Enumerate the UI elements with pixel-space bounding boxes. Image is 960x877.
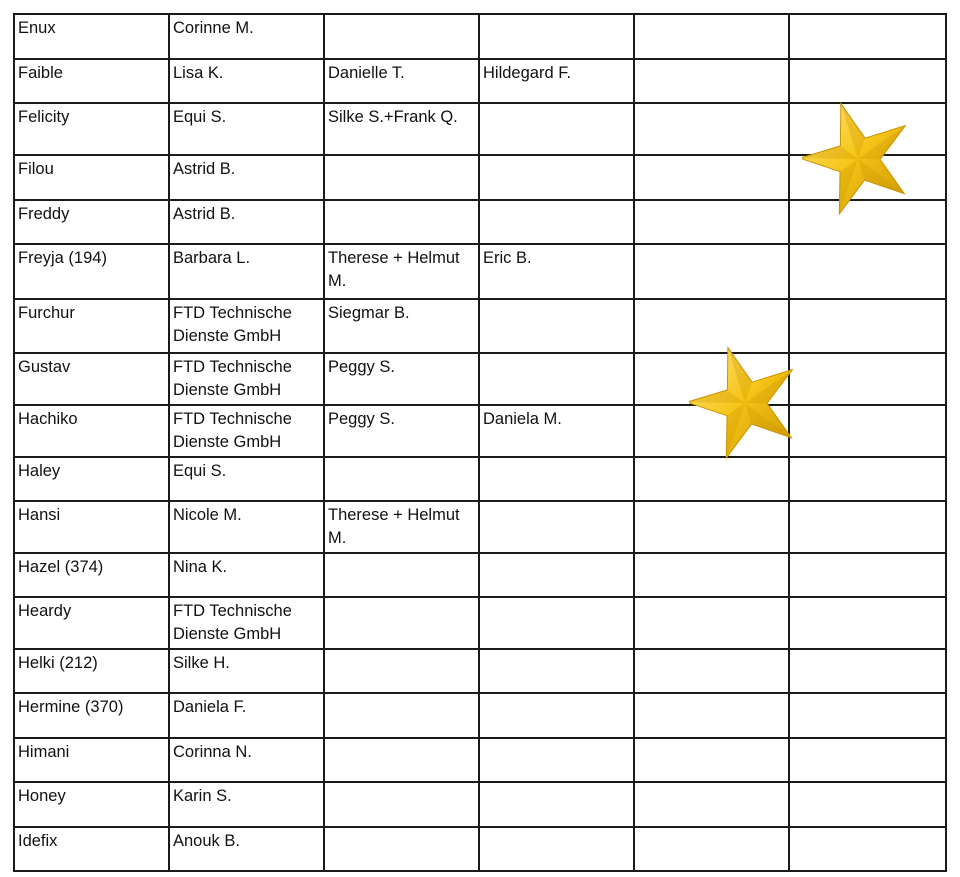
cell-text: Danielle T.: [328, 64, 405, 82]
table-cell-contact-2: [324, 597, 479, 649]
table-cell-name: [14, 738, 169, 782]
cell-text: Astrid B.: [173, 205, 236, 223]
table-row: [14, 827, 946, 871]
table-cell-name: [14, 827, 169, 871]
table-cell-contact-4: [634, 738, 789, 782]
cell-text: Siegmar B.: [328, 304, 410, 322]
cell-text: Peggy S.: [328, 410, 395, 428]
cell-text: Astrid B.: [173, 160, 236, 178]
table-row: [14, 597, 946, 649]
table-cell-contact-2: [324, 59, 479, 103]
table-cell-contact-3: [479, 103, 634, 155]
table-cell-contact-4: [634, 244, 789, 299]
table-row: [14, 299, 946, 353]
table-cell-contact-1: [169, 59, 324, 103]
cell-text: Freyja (194): [18, 249, 107, 267]
table-cell-contact-4: [634, 14, 789, 59]
table-cell-name: [14, 155, 169, 200]
cell-text: Faible: [18, 64, 63, 82]
table-cell-contact-1: [169, 649, 324, 693]
table-cell-contact-5: [789, 597, 946, 649]
table-cell-contact-2: [324, 200, 479, 244]
cell-text: Silke H.: [173, 654, 230, 672]
table-cell-contact-2: [324, 693, 479, 738]
table-cell-contact-1: [169, 405, 324, 457]
table-cell-contact-4: [634, 155, 789, 200]
table-cell-contact-5: [789, 827, 946, 871]
cell-text: Lisa K.: [173, 64, 224, 82]
table-cell-contact-3: [479, 501, 634, 553]
cell-text: Enux: [18, 19, 56, 37]
table-cell-name: [14, 501, 169, 553]
cell-text: Therese + Helmut M.: [328, 506, 465, 547]
table-cell-contact-3: [479, 827, 634, 871]
table-row: [14, 738, 946, 782]
table-cell-contact-3: [479, 299, 634, 353]
table-cell-contact-1: [169, 244, 324, 299]
cell-text: Hermine (370): [18, 698, 124, 716]
table-cell-name: [14, 693, 169, 738]
table-cell-contact-3: [479, 457, 634, 501]
table-cell-contact-5: [789, 200, 946, 244]
cell-text: Hazel (374): [18, 558, 104, 576]
cell-text: Himani: [18, 743, 70, 761]
names-table: [13, 13, 947, 872]
table-row: [14, 14, 946, 59]
table-cell-contact-1: [169, 693, 324, 738]
cell-text: Gustav: [18, 358, 71, 376]
table-cell-contact-3: [479, 738, 634, 782]
table-row: [14, 353, 946, 405]
table-row: [14, 155, 946, 200]
table-cell-contact-3: [479, 353, 634, 405]
cell-text: Hachiko: [18, 410, 78, 428]
cell-text: Daniela M.: [483, 410, 562, 428]
cell-text: Heardy: [18, 602, 72, 620]
table-cell-contact-3: [479, 14, 634, 59]
table-cell-contact-5: [789, 59, 946, 103]
table-cell-name: [14, 457, 169, 501]
table-cell-contact-4: [634, 597, 789, 649]
table-cell-contact-5: [789, 457, 946, 501]
table-row: [14, 553, 946, 597]
table-cell-contact-3: [479, 782, 634, 827]
table-cell-contact-3: [479, 553, 634, 597]
cell-text: Freddy: [18, 205, 70, 223]
table-cell-contact-4: [634, 405, 789, 457]
cell-text: Barbara L.: [173, 249, 251, 267]
table-cell-contact-2: [324, 782, 479, 827]
cell-text: Idefix: [18, 832, 58, 850]
table-cell-contact-2: [324, 649, 479, 693]
table-cell-name: [14, 244, 169, 299]
table-cell-contact-4: [634, 353, 789, 405]
table-cell-contact-2: [324, 155, 479, 200]
table-cell-contact-2: [324, 244, 479, 299]
table-cell-contact-1: [169, 200, 324, 244]
table-cell-contact-2: [324, 738, 479, 782]
table-cell-contact-4: [634, 299, 789, 353]
table-row: [14, 200, 946, 244]
table-cell-name: [14, 14, 169, 59]
table-cell-contact-5: [789, 299, 946, 353]
table-cell-contact-3: [479, 200, 634, 244]
table-cell-contact-5: [789, 649, 946, 693]
table-cell-contact-2: [324, 501, 479, 553]
cell-text: Eric B.: [483, 249, 532, 267]
cell-text: FTD Technische Dienste GmbH: [173, 304, 297, 345]
table-cell-contact-1: [169, 553, 324, 597]
table-cell-name: [14, 353, 169, 405]
cell-text: Haley: [18, 462, 61, 480]
table-cell-contact-4: [634, 553, 789, 597]
table-cell-name: [14, 59, 169, 103]
cell-text: Felicity: [18, 108, 70, 126]
table-cell-contact-3: [479, 405, 634, 457]
table-cell-contact-5: [789, 14, 946, 59]
table-row: [14, 457, 946, 501]
table-cell-contact-5: [789, 693, 946, 738]
table-cell-contact-4: [634, 827, 789, 871]
cell-text: FTD Technische Dienste GmbH: [173, 602, 297, 643]
table-cell-contact-3: [479, 59, 634, 103]
table-row: [14, 649, 946, 693]
cell-text: FTD Technische Dienste GmbH: [173, 410, 297, 451]
table-row: [14, 693, 946, 738]
table-cell-contact-3: [479, 155, 634, 200]
table-cell-contact-1: [169, 457, 324, 501]
cell-text: Therese + Helmut M.: [328, 249, 465, 290]
table-cell-contact-1: [169, 14, 324, 59]
cell-text: Hildegard F.: [483, 64, 572, 82]
table-cell-contact-3: [479, 597, 634, 649]
table-cell-contact-4: [634, 693, 789, 738]
cell-text: Nicole M.: [173, 506, 242, 524]
table-row: [14, 244, 946, 299]
table-cell-contact-2: [324, 14, 479, 59]
table-cell-contact-1: [169, 103, 324, 155]
cell-text: Helki (212): [18, 654, 98, 672]
table-cell-contact-1: [169, 597, 324, 649]
table-row: [14, 103, 946, 155]
table-cell-contact-5: [789, 103, 946, 155]
table-cell-contact-4: [634, 649, 789, 693]
table-cell-contact-5: [789, 353, 946, 405]
cell-text: Daniela F.: [173, 698, 247, 716]
table-cell-contact-3: [479, 693, 634, 738]
table-cell-contact-1: [169, 299, 324, 353]
table-row: [14, 782, 946, 827]
cell-text: Nina K.: [173, 558, 228, 576]
table-cell-contact-2: [324, 457, 479, 501]
cell-text: Equi S.: [173, 108, 227, 126]
table-cell-name: [14, 405, 169, 457]
table-cell-contact-5: [789, 244, 946, 299]
table-cell-contact-4: [634, 200, 789, 244]
table-row: [14, 405, 946, 457]
table-cell-contact-1: [169, 155, 324, 200]
table-cell-contact-2: [324, 827, 479, 871]
table-cell-name: [14, 649, 169, 693]
table-cell-contact-1: [169, 738, 324, 782]
table-cell-contact-1: [169, 501, 324, 553]
cell-text: Corinne M.: [173, 19, 254, 37]
table-cell-contact-4: [634, 59, 789, 103]
table-cell-contact-1: [169, 827, 324, 871]
table-cell-name: [14, 782, 169, 827]
table-cell-name: [14, 553, 169, 597]
cell-text: Corinna N.: [173, 743, 252, 761]
cell-text: Furchur: [18, 304, 75, 322]
cell-text: Hansi: [18, 506, 61, 524]
table-cell-contact-2: [324, 405, 479, 457]
table-cell-contact-2: [324, 553, 479, 597]
table-cell-contact-5: [789, 553, 946, 597]
table-cell-name: [14, 597, 169, 649]
table-cell-contact-5: [789, 155, 946, 200]
table-cell-contact-2: [324, 299, 479, 353]
cell-text: Silke S.+Frank Q.: [328, 108, 458, 126]
cell-text: Honey: [18, 787, 66, 805]
cell-text: FTD Technische Dienste GmbH: [173, 358, 297, 399]
table-cell-name: [14, 299, 169, 353]
table-cell-contact-4: [634, 782, 789, 827]
cell-text: Peggy S.: [328, 358, 395, 376]
table-cell-contact-3: [479, 244, 634, 299]
table-cell-contact-4: [634, 457, 789, 501]
cell-text: Karin S.: [173, 787, 232, 805]
cell-text: Filou: [18, 160, 54, 178]
table-cell-contact-5: [789, 738, 946, 782]
cell-text: Anouk B.: [173, 832, 240, 850]
table-cell-contact-1: [169, 782, 324, 827]
table-cell-contact-2: [324, 353, 479, 405]
table-row: [14, 59, 946, 103]
table-cell-contact-4: [634, 103, 789, 155]
table-cell-contact-1: [169, 353, 324, 405]
table-cell-contact-2: [324, 103, 479, 155]
table-cell-contact-4: [634, 501, 789, 553]
table-cell-name: [14, 103, 169, 155]
table-row: [14, 501, 946, 553]
cell-text: Equi S.: [173, 462, 227, 480]
table-cell-contact-5: [789, 501, 946, 553]
table-cell-contact-3: [479, 649, 634, 693]
table-cell-contact-5: [789, 405, 946, 457]
table-cell-contact-5: [789, 782, 946, 827]
table-cell-name: [14, 200, 169, 244]
